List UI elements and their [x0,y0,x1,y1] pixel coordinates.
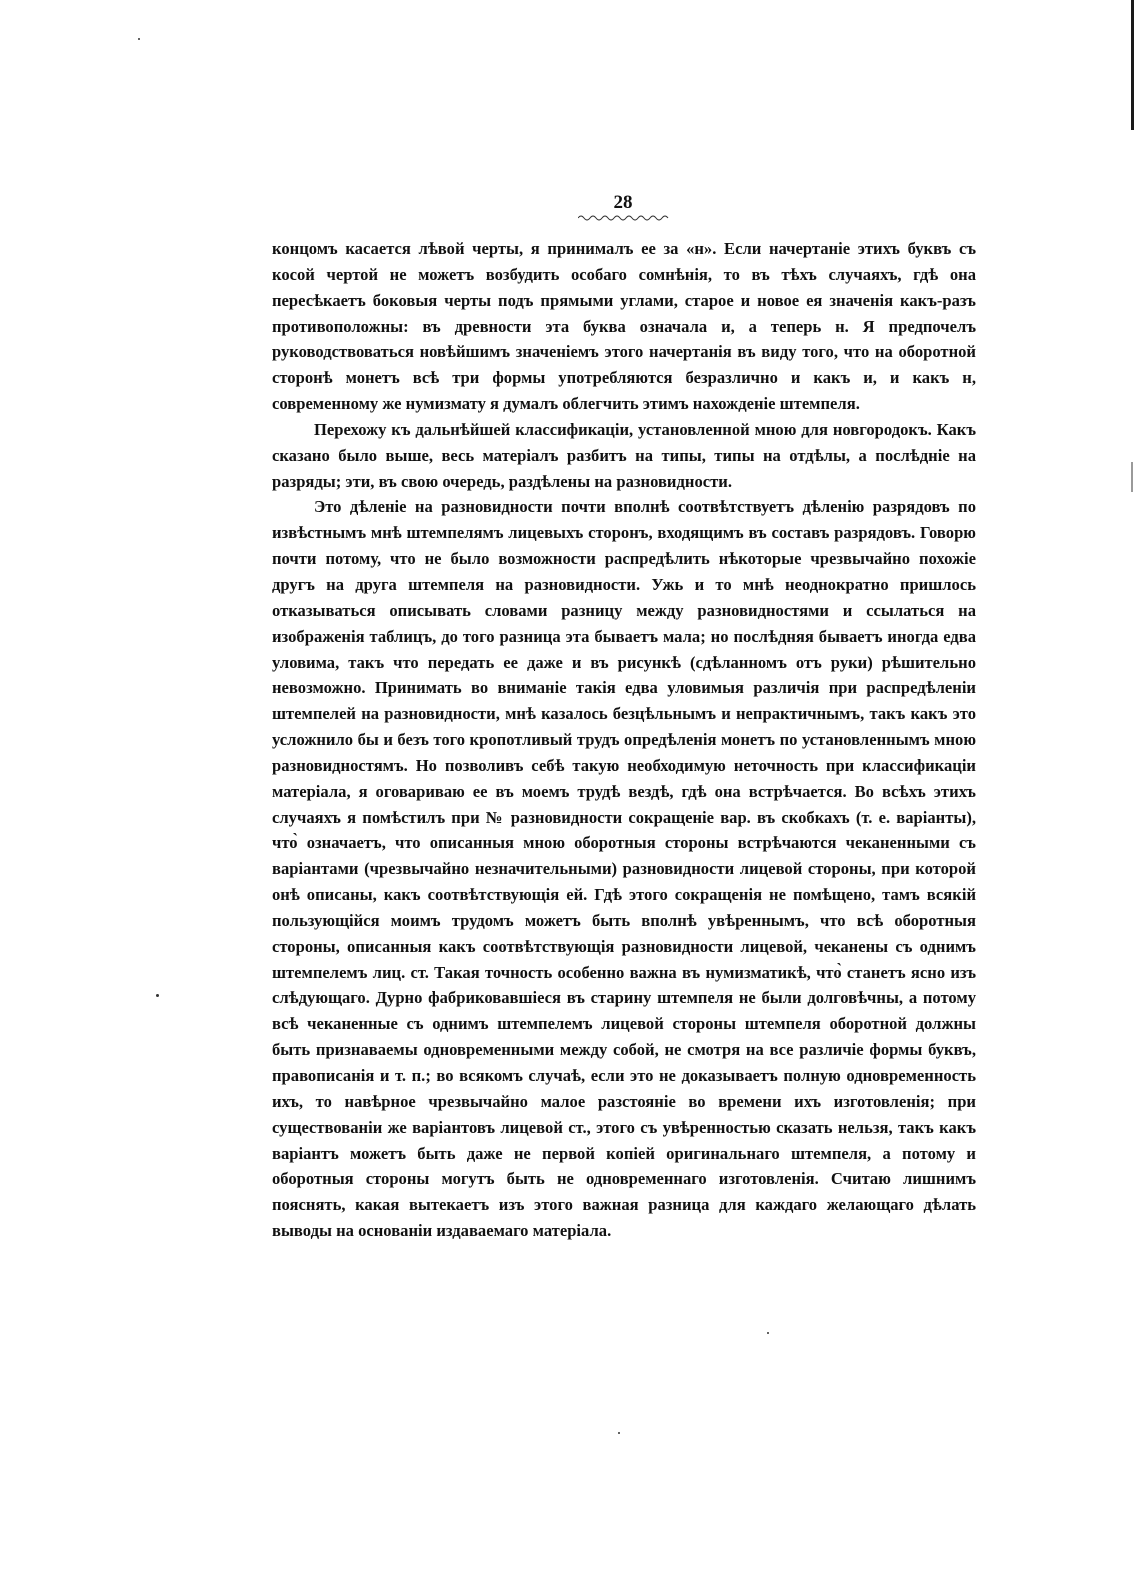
page-header [0,192,1140,221]
page-number: 28 [613,192,633,213]
scan-edge-mark [1131,0,1134,130]
scan-speck [156,994,159,997]
scan-speck [138,38,140,40]
wavy-ornament-icon [578,214,670,221]
paragraph: Это дѣленіе на разновидности почти вполнѣ соотвѣтствуетъ дѣленію разрядовъ по извѣстнымъ мнѣ штемпелямъ лицевыхъ сторонъ, входящимъ въ составъ разрядовъ. Говорю почти потому, что не было возможности распредѣлить нѣкоторые чрезвычайно похожіе другъ на друга штемпеля на разновидности. Ужь и то мнѣ неоднократно пришлось отказываться описывать словами разницу между разновидностями и ссылаться на изображенія таблицъ, до того разница эта бываетъ мала; но послѣдняя бываетъ иногда едва уловима, такъ что передать ее даже и въ рисункѣ (сдѣланномъ отъ руки) рѣшительно невозможно. Принимать во вниманіе такія едва уловимыя различія при распредѣленіи штемпелей на разновидности, мнѣ казалось безцѣльнымъ и непрактичнымъ, такъ какъ это усложнило бы и безъ того кропотливый трудъ опредѣленія монетъ по установленнымъ мною разновидностямъ. Но позволивъ себѣ такую необходимую неточность при классификаціи матеріала, я оговариваю ее въ моемъ трудѣ вездѣ, гдѣ она встрѣчается. Во всѣхъ этихъ случаяхъ я помѣстилъ при № разновидности сокращеніе вар. въ скобкахъ (т. е. варіанты), что̀ означаетъ, что описанныя мною оборотныя стороны встрѣчаются чеканенными съ варіантами (чрезвычайно незначительными) разновидности лицевой стороны, при которой онѣ описаны, какъ соотвѣтствующія ей. Гдѣ этого сокращенія не помѣщено, тамъ всякій пользующійся моимъ трудомъ можетъ быть вполнѣ увѣреннымъ, что всѣ оборотныя стороны, описанныя какъ соотвѣтствующія разновидности лицевой, чеканены съ однимъ штемпелемъ лиц. ст. Такая точность особенно важна въ нумизматикѣ, что̀ станетъ ясно изъ слѣдующаго. Дурно фабриковавшіеся въ старину штемпеля не были долговѣчны, а потому всѣ чеканенные съ однимъ штемпелемъ лицевой стороны штемпеля оборотной должны быть признаваемы одновременными между собой, не смотря на все различіе формы буквъ, правописанія и т. п.; во всякомъ случаѣ, если это не доказываетъ полную одновременность ихъ, то навѣрное чрезвычайно малое разстояніе во времени ихъ изготовленія; при существованіи же варіантовъ лицевой ст., этого съ увѣренностью сказать нельзя, такъ какъ варіантъ можетъ быть даже не первой копіей оригинальнаго штемпеля, а потому и оборотныя стороны могутъ быть не одновременнаго изготовленія. Считаю лишнимъ пояснять, какая вытекаетъ изъ этого важная разница для каждаго желающаго дѣлать выводы на основаніи издаваемаго матеріала. [272,497,976,1241]
scan-speck [767,1332,769,1334]
paragraph: концомъ касается лѣвой черты, я принималъ ее за «н». Если начертаніе этихъ буквъ съ косой чертой не можетъ возбудить особаго сомнѣнія, то въ тѣхъ случаяхъ, гдѣ она пересѣкаетъ боковыя черты подъ прямыми углами, старое и новое ея значенія какъ-разъ противоположны: въ древности эта буква означала и, а теперь н. Я предпочелъ руководствоваться новѣйшимъ значеніемъ этого начертанія въ виду того, что на оборотной сторонѣ монетъ всѣ три формы употребляются безразлично и какъ и, и какъ н, современному же нумизмату я думалъ облегчить этимъ нахожденіе штемпеля. [272,239,976,414]
scan-edge-mark-small [1131,462,1133,492]
paragraph: Перехожу къ дальнѣйшей классификаціи, установленной мною для новгородокъ. Какъ сказано было выше, весь матеріалъ разбитъ на типы, типы на отдѣлы, а послѣдніе на разряды; эти, въ свою очередь, раздѣлены на разновидности. [272,419,976,491]
body-text [272,236,976,1244]
scan-speck [618,1432,620,1434]
